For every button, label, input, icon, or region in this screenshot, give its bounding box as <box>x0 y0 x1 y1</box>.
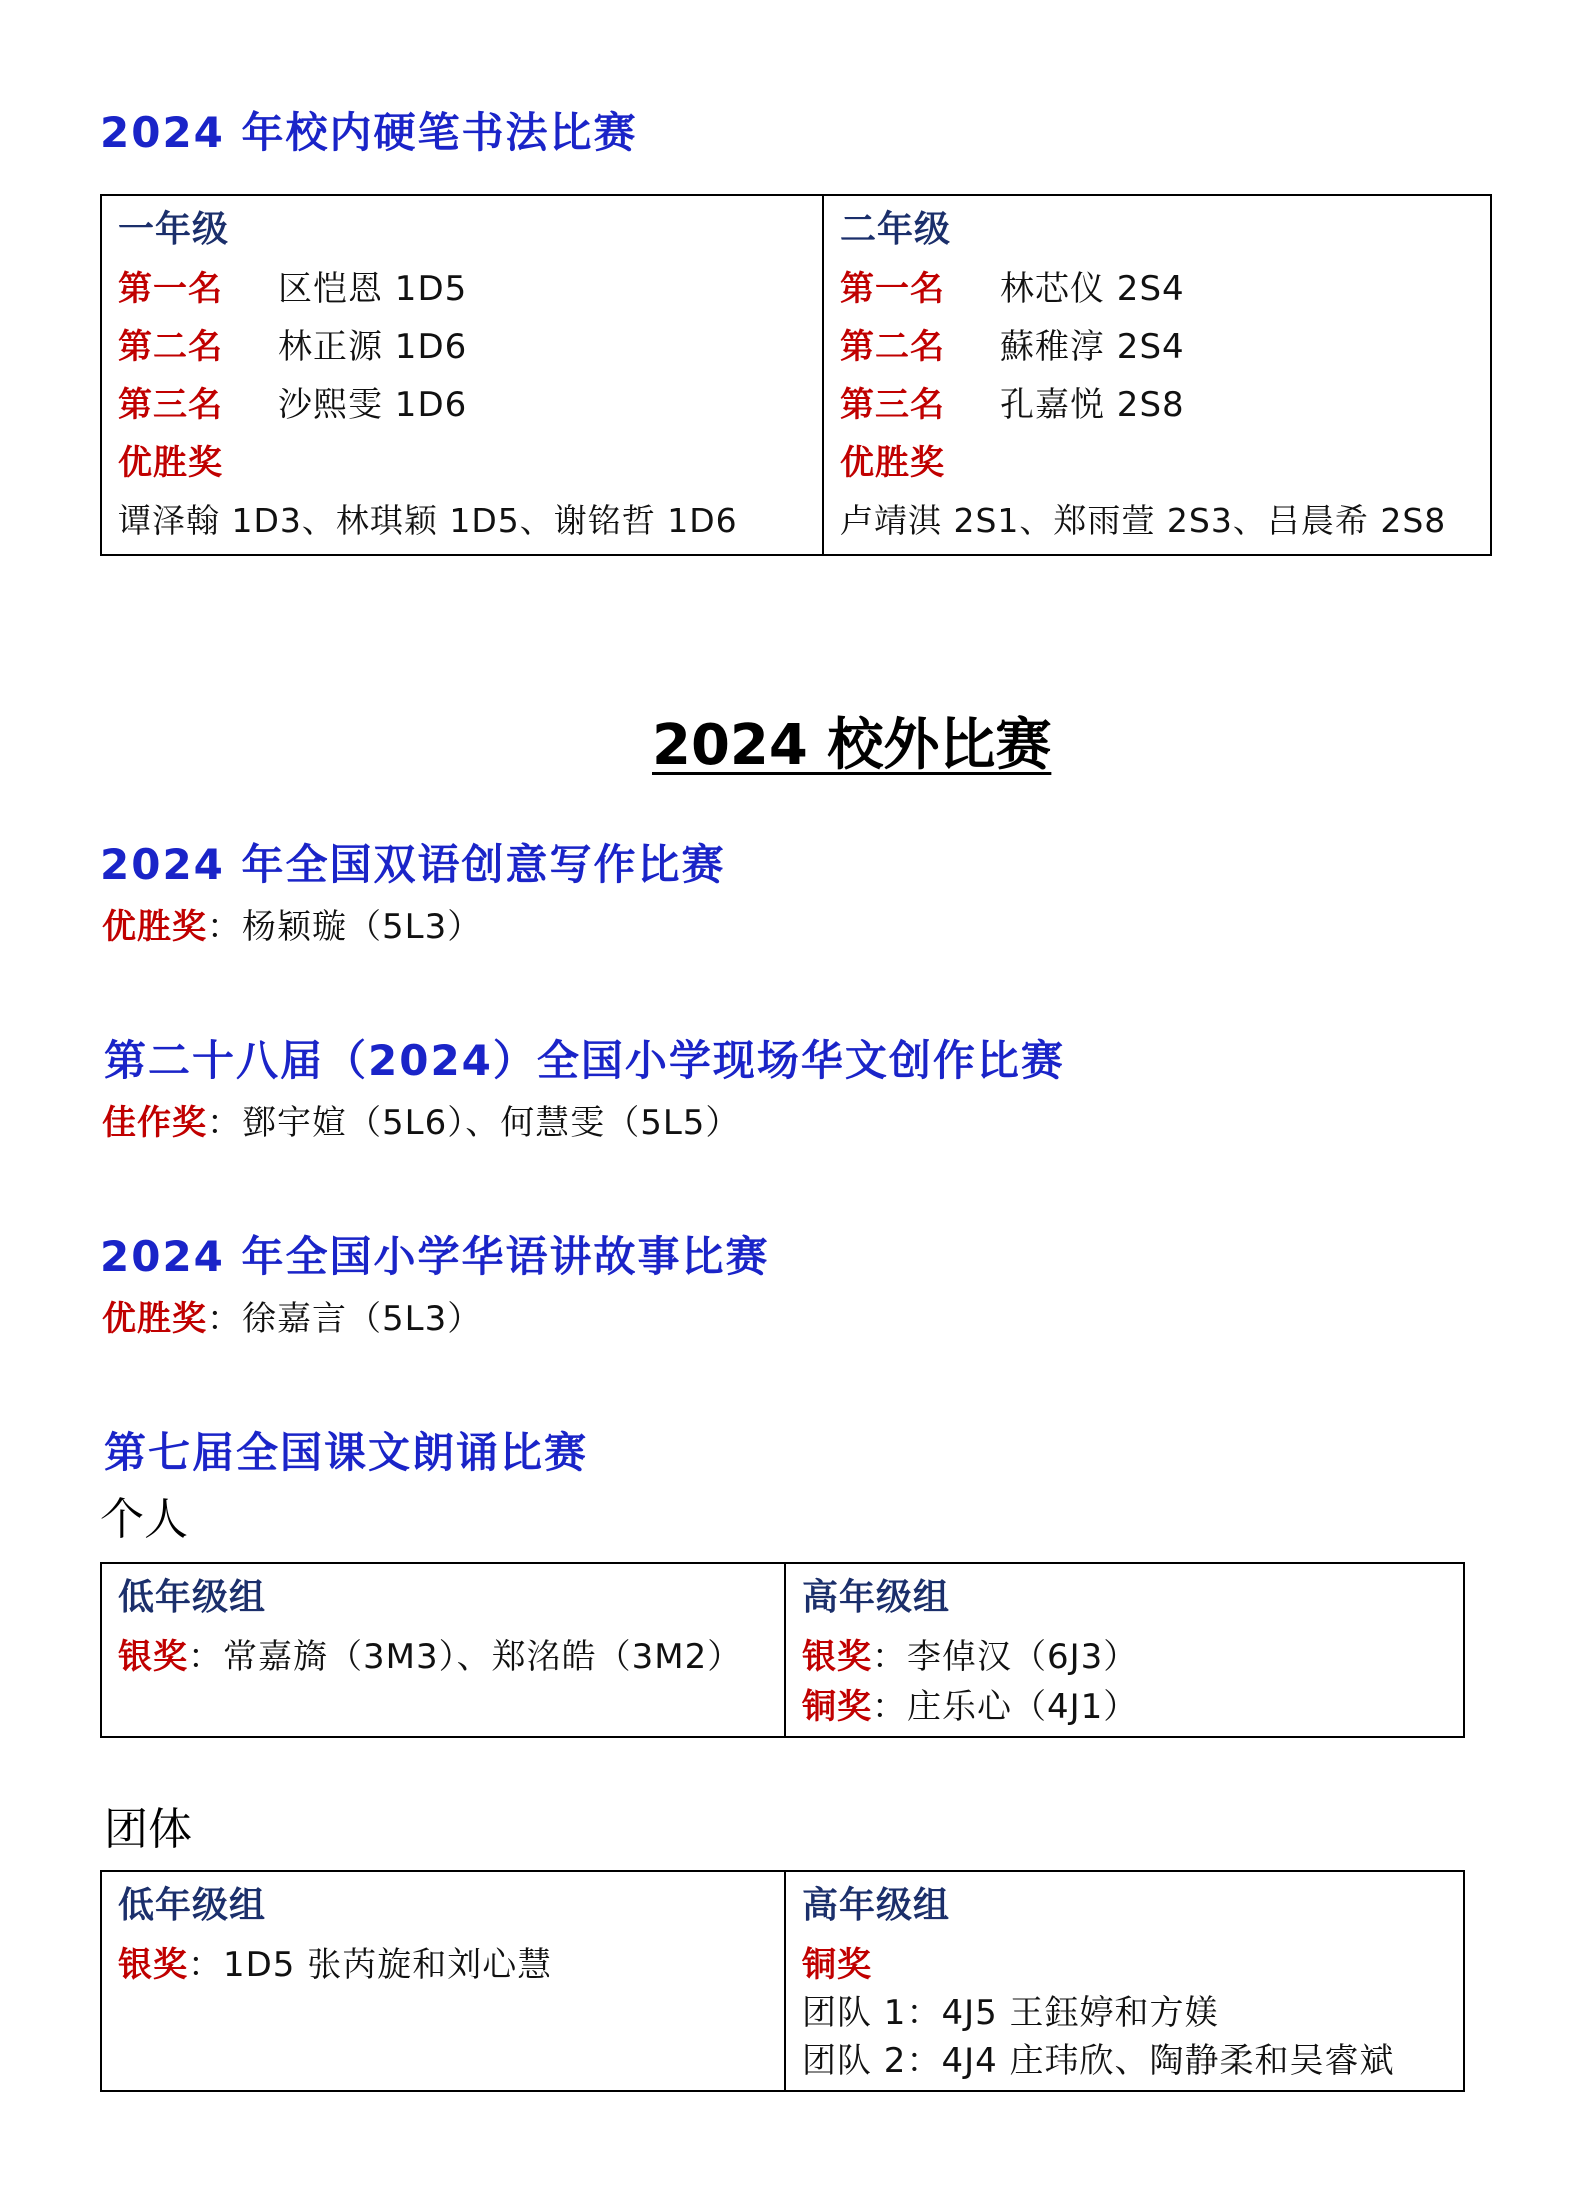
award-names: ：鄧宇媗（5L6）、何慧雯（5L5） <box>207 1103 741 1143</box>
award-label: 佳作奖 <box>102 1103 207 1143</box>
award-label: 优胜奖 <box>102 1299 207 1339</box>
second-place-label: 第二名 <box>840 327 945 367</box>
team-table <box>100 1870 1465 2092</box>
high-silver-row <box>802 1637 1139 1677</box>
bronze-label: 铜奖 <box>802 1945 872 1985</box>
high-grade-header: 高年级组 <box>802 1577 951 1618</box>
first-place-name: 林芯仪 2S4 <box>1000 269 1185 309</box>
calligraphy-table <box>100 194 1492 556</box>
grade1-third-row <box>118 385 808 425</box>
individual-low-cell <box>102 1564 784 1736</box>
second-place-name: 蘇稚淳 2S4 <box>1000 327 1185 367</box>
grade2-second-row <box>840 327 1480 367</box>
first-place-label: 第一名 <box>840 269 945 309</box>
grade2-first-row <box>840 269 1480 309</box>
grade1-merit-label: 优胜奖 <box>118 443 223 483</box>
grade1-first-row <box>118 269 808 309</box>
silver-names: ：常嘉旖（3M3）、郑洺皓（3M2） <box>188 1637 743 1677</box>
grade1-merit-names: 谭泽翰 1D3、林琪颖 1D5、谢铭哲 1D6 <box>118 501 738 540</box>
low-grade-header: 低年级组 <box>118 1885 267 1926</box>
silver-names: ：1D5 张芮旋和刘心慧 <box>188 1945 553 1985</box>
grade1-cell <box>102 196 822 554</box>
grade2-header: 二年级 <box>840 209 952 250</box>
bronze-label: 铜奖 <box>802 1687 872 1727</box>
individual-table <box>100 1562 1465 1738</box>
second-place-name: 林正源 1D6 <box>278 327 468 367</box>
silver-label: 银奖 <box>118 1637 188 1677</box>
comp2-award <box>102 1103 741 1143</box>
low-silver-row <box>118 1637 743 1677</box>
third-place-name: 沙熙雯 1D6 <box>278 385 468 425</box>
third-place-name: 孔嘉悦 2S8 <box>1000 385 1185 425</box>
award-names: ：徐嘉言（5L3） <box>207 1299 483 1339</box>
grade2-third-row <box>840 385 1480 425</box>
low-grade-header: 低年级组 <box>118 1577 267 1618</box>
comp3-award <box>102 1299 483 1339</box>
silver-names: ：李倬汉（6J3） <box>872 1637 1139 1677</box>
team2-row: 团队 2：4J4 庄玮欣、陶静柔和吴睿斌 <box>802 2041 1395 2081</box>
high-bronze-row <box>802 1687 1139 1727</box>
comp1-award <box>102 907 483 947</box>
comp4-title: 第七届全国课文朗诵比赛 <box>104 1428 589 1477</box>
high-grade-header: 高年级组 <box>802 1885 951 1926</box>
silver-label: 银奖 <box>118 1945 188 1985</box>
grade1-header: 一年级 <box>118 209 230 250</box>
team-label: 团体 <box>104 1804 192 1855</box>
first-place-name: 区恺恩 1D5 <box>278 269 468 309</box>
award-names: ：杨颖璇（5L3） <box>207 907 483 947</box>
main-title: 2024 校外比赛 <box>652 713 1052 778</box>
comp1-title: 2024 年全国双语创意写作比赛 <box>100 840 726 889</box>
award-label: 优胜奖 <box>102 907 207 947</box>
grade1-second-row <box>118 327 808 367</box>
silver-label: 银奖 <box>802 1637 872 1677</box>
individual-high-cell <box>786 1564 1465 1736</box>
individual-label: 个人 <box>100 1494 188 1545</box>
third-place-label: 第三名 <box>840 385 945 425</box>
bronze-names: ：庄乐心（4J1） <box>872 1687 1139 1727</box>
grade2-merit-label: 优胜奖 <box>840 443 945 483</box>
first-place-label: 第一名 <box>118 269 223 309</box>
section1-title: 2024 年校内硬笔书法比赛 <box>100 108 638 157</box>
team-low-cell <box>102 1872 784 2090</box>
comp2-title: 第二十八届（2024）全国小学现场华文创作比赛 <box>104 1036 1065 1085</box>
team1-row: 团队 1：4J5 王鈺婷和方媄 <box>802 1993 1220 2033</box>
comp3-title: 2024 年全国小学华语讲故事比赛 <box>100 1232 770 1281</box>
team-high-cell <box>786 1872 1465 2090</box>
grade2-merit-names: 卢靖淇 2S1、郑雨萱 2S3、吕晨希 2S8 <box>840 501 1447 540</box>
grade2-cell <box>824 196 1492 554</box>
low-silver-row <box>118 1945 553 1985</box>
second-place-label: 第二名 <box>118 327 223 367</box>
third-place-label: 第三名 <box>118 385 223 425</box>
